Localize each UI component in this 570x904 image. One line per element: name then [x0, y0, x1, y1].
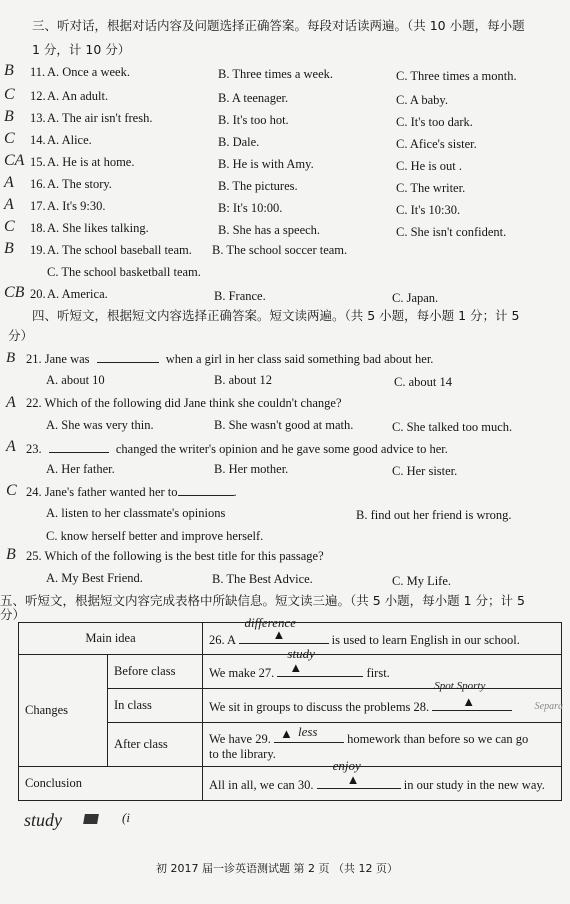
page-footer: 初 2017 届一诊英语测试题 第 2 页 （共 12 页） — [156, 862, 398, 875]
question-number: 18. — [30, 221, 46, 235]
question-number: 14. — [30, 133, 46, 147]
answer-mark-17: A — [4, 196, 14, 213]
option-a[interactable]: A. It's 9:30. — [47, 199, 106, 213]
cell-after-class — [203, 723, 562, 767]
section5-title-line2: 分） — [0, 607, 26, 622]
conclusion-pre: All in all, we can 30. — [209, 778, 314, 792]
option-25-b[interactable]: B. The Best Advice. — [212, 572, 313, 586]
option-c[interactable]: C. The school basketball team. — [47, 265, 201, 279]
option-a[interactable]: A. The school baseball team. — [47, 243, 192, 257]
cell-conclusion — [203, 758, 562, 801]
blank-23[interactable] — [49, 441, 109, 453]
blank-26[interactable] — [239, 615, 329, 644]
cell-in-class-label: In class — [108, 689, 203, 723]
main-idea-post: is used to learn English in our school. — [331, 633, 520, 647]
handwritten-answer-26: difference — [244, 615, 297, 630]
handwritten-note-small: (i — [122, 810, 130, 825]
section3-title-line2: 1 分，计 10 分） — [32, 42, 131, 57]
answer-mark-14: C — [4, 130, 15, 147]
question-21-pre: 21. Jane was — [26, 352, 90, 366]
triangle-icon: ▲ — [272, 627, 286, 642]
question-number: 17. — [30, 199, 46, 213]
option-c[interactable]: C. Three times a month. — [396, 69, 517, 83]
option-c[interactable]: C. He is out . — [396, 159, 462, 173]
main-idea-pre: 26. A — [209, 633, 236, 647]
option-c[interactable]: C. A baby. — [396, 93, 448, 107]
answer-mark-16: A — [4, 174, 14, 191]
section4-title-line1: 四、听短文，根据短文内容选择正确答案。短文读两遍。（共 5 小题，每小题 1 分；计 5 — [32, 308, 520, 323]
cell-before-class-label: Before class — [108, 655, 203, 689]
option-b[interactable]: B: It's 10:00. — [218, 201, 283, 215]
option-a[interactable]: A. She likes talking. — [47, 221, 149, 235]
handwritten-answer-28: Spot Sporty — [434, 680, 486, 692]
answer-mark-18: C — [4, 218, 15, 235]
after-class-post: homework than before so we can go — [347, 731, 529, 746]
cell-after-class-label: After class — [108, 723, 203, 767]
cell-conclusion-label: Conclusion — [19, 767, 203, 801]
option-b[interactable]: B. The pictures. — [218, 179, 298, 193]
after-class-pre: We have 29. — [209, 731, 271, 746]
section3-title-line1: 三、听对话，根据对话内容及问题选择正确答案。每段对话读两遍。（共 10 小题，每小题 — [32, 18, 525, 33]
option-b[interactable]: B. France. — [214, 289, 266, 303]
after-class-line2: to the library. — [209, 746, 276, 761]
option-c[interactable]: C. Afice's sister. — [396, 137, 477, 151]
question-23-post: changed the writer's opinion and he gave some good advice to her. — [115, 442, 448, 456]
answer-mark-22: A — [6, 394, 16, 411]
option-c[interactable]: C. It's 10:30. — [396, 203, 461, 217]
before-class-pre: We make 27. — [209, 666, 275, 680]
question-24-stem: 24. Jane's father wanted her to — [26, 485, 178, 499]
option-24-c[interactable]: C. know herself better and improve herself. — [46, 529, 264, 543]
question-24 — [26, 484, 237, 500]
blank-30[interactable] — [317, 758, 401, 789]
option-b[interactable]: B. The school soccer team. — [212, 243, 348, 257]
answer-mark-12: C — [4, 86, 15, 103]
triangle-icon: ▲ — [289, 660, 303, 675]
answer-mark-19: B — [4, 240, 14, 257]
question-number: 11. — [30, 65, 46, 79]
handwritten-answer-29: less — [297, 723, 318, 739]
option-c[interactable]: C. The writer. — [396, 181, 466, 195]
option-b[interactable]: B. Dale. — [218, 135, 260, 149]
option-c[interactable]: C. Japan. — [392, 291, 439, 305]
option-b[interactable]: B. She has a speech. — [218, 223, 321, 237]
cell-before-class — [203, 646, 562, 689]
option-a[interactable]: A. The air isn't fresh. — [47, 111, 153, 125]
option-a[interactable]: A. Once a week. — [47, 65, 130, 79]
cell-in-class — [203, 680, 563, 723]
question-24-end: . — [233, 485, 237, 499]
cell-main-idea-label: Main idea — [19, 623, 203, 655]
option-21-c[interactable]: C. about 14 — [394, 375, 452, 389]
option-b[interactable]: B. Three times a week. — [218, 67, 334, 81]
section5-title-line1: 五、听短文，根据短文内容完成表格中所缺信息。短文读三遍。（共 5 小题，每小题 1 分；计 5 — [0, 593, 525, 608]
option-22-a[interactable]: A. She was very thin. — [46, 418, 154, 432]
question-number: 20. — [30, 287, 46, 301]
question-23-pre: 23. — [26, 442, 42, 456]
table-row-conclusion — [19, 767, 562, 801]
blank-27[interactable] — [277, 646, 363, 677]
blank-28[interactable] — [432, 680, 512, 711]
option-a[interactable]: A. He is at home. — [47, 155, 135, 169]
triangle-icon: ▲ — [346, 772, 360, 787]
blank-21[interactable] — [97, 351, 159, 363]
question-21 — [26, 351, 433, 367]
cell-changes-label: Changes — [19, 655, 108, 767]
option-23-c[interactable]: C. Her sister. — [392, 464, 458, 478]
question-number: 13. — [30, 111, 46, 125]
option-24-b[interactable]: B. find out her friend is wrong. — [356, 508, 512, 522]
faint-handwriting: Separa — [534, 701, 563, 712]
option-23-a[interactable]: A. Her father. — [46, 462, 115, 476]
option-a[interactable]: A. The story. — [47, 177, 112, 191]
scribble-mark — [83, 814, 99, 824]
answer-mark-15: CA — [4, 152, 25, 169]
in-class-pre: We sit in groups to discuss the problems 28. — [209, 700, 430, 714]
option-b[interactable]: B. It's too hot. — [218, 113, 289, 127]
option-21-a[interactable]: A. about 10 — [46, 373, 105, 387]
option-a[interactable]: A. Alice. — [47, 133, 92, 147]
triangle-icon: ▲ — [279, 725, 293, 741]
conclusion-post: in our study in the new way. — [403, 778, 545, 792]
handwritten-answer-27: study — [287, 646, 315, 661]
option-23-b[interactable]: B. Her mother. — [214, 462, 289, 476]
option-c[interactable]: C. She isn't confident. — [396, 225, 507, 239]
answer-mark-21: B — [6, 350, 16, 366]
option-25-a[interactable]: A. My Best Friend. — [46, 571, 143, 585]
answer-mark-25: B — [6, 546, 16, 563]
blank-29[interactable] — [274, 723, 344, 743]
question-22: 22. Which of the following did Jane think she couldn't change? — [26, 396, 342, 410]
blank-24[interactable] — [178, 484, 234, 496]
option-24-a[interactable]: A. listen to her classmate's opinions — [46, 506, 226, 520]
triangle-icon: ▲ — [462, 694, 476, 709]
handwritten-answer-30: enjoy — [332, 758, 361, 773]
option-b[interactable]: B. He is with Amy. — [218, 157, 314, 171]
question-number: 15. — [30, 155, 46, 169]
info-table — [18, 615, 563, 801]
question-number: 12. — [30, 89, 46, 103]
option-a[interactable]: A. An adult. — [47, 89, 109, 103]
option-22-b[interactable]: B. She wasn't good at math. — [214, 418, 354, 432]
option-21-b[interactable]: B. about 12 — [214, 373, 272, 387]
section4-title-line2: 分） — [8, 328, 34, 343]
question-25: 25. Which of the following is the best title for this passage? — [26, 549, 324, 563]
question-number: 19. — [30, 243, 46, 257]
answer-mark-23: A — [6, 438, 16, 455]
answer-mark-11: B — [4, 62, 14, 79]
handwritten-note-study: study — [24, 810, 62, 830]
answer-mark-13: B — [4, 108, 14, 125]
question-number: 16. — [30, 177, 46, 191]
option-25-c[interactable]: C. My Life. — [392, 574, 452, 588]
answer-mark-24: C — [6, 482, 17, 499]
option-22-c[interactable]: C. She talked too much. — [392, 420, 513, 434]
question-23 — [26, 441, 448, 457]
option-a[interactable]: A. America. — [47, 287, 108, 301]
before-class-post: first. — [366, 666, 390, 680]
cell-main-idea — [203, 615, 562, 655]
option-b[interactable]: B. A teenager. — [218, 91, 289, 105]
question-21-post: when a girl in her class said something bad about her. — [165, 352, 434, 366]
answer-mark-20: CB — [4, 284, 25, 301]
option-c[interactable]: C. It's too dark. — [396, 115, 473, 129]
